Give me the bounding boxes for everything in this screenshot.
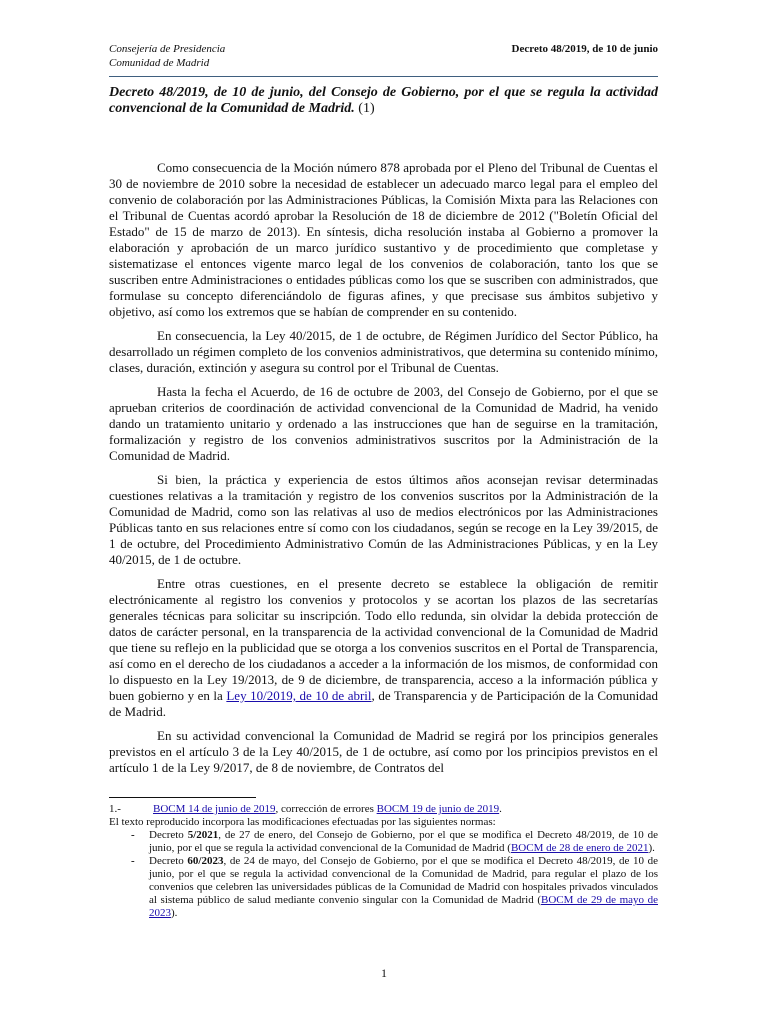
footnote-1-mid: , corrección de errores (275, 803, 377, 815)
list-dash: - (131, 855, 135, 867)
paragraph-4: Si bien, la práctica y experiencia de estos últimos años aconsejan revisar determinadas cuestiones relativas a la tramitación y registro de los convenios suscritos por la Administración de la Comunidad de Madrid, como son las relativas al uso de medios electrónicos por las Administraciones Públicas tanto en sus relaciones entre sí como con los ciudadanos, según se recoge en la Ley 39/2015, de 1 de octubre, del Procedimiento Administrativo Común de las Administraciones Públicas, y en la Ley 40/2015, de 1 de octubre. (109, 472, 658, 567)
paragraph-5 (109, 576, 658, 720)
page-number: 1 (381, 966, 387, 980)
bocm-correction-link[interactable]: BOCM 19 de junio de 2019 (376, 803, 500, 815)
paragraph-3: Hasta la fecha el Acuerdo, de 16 de octubre de 2003, del Consejo de Gobierno, por el que se aprueban criterios de coordinación de actividad convencional de la Comunidad de Madrid, ha venido dando un tratamiento unitario y ordenado a las instrucciones que han de seguirse en la tramitación, formalización y registro de los convenios administrativos suscritos por la Administración de la Comunidad de Madrid. (109, 384, 658, 463)
header-decree-reference: Decreto 48/2019, de 10 de junio (511, 43, 658, 55)
paragraph-1: Como consecuencia de la Moción número 878 aprobada por el Pleno del Tribunal de Cuentas el 30 de noviembre de 2010 sobre la necesidad de establecer un adecuado marco legal para el empleo del convenio de colaboración por las Administraciones Públicas, la Comisión Mixta para las Relaciones con el Tribunal de Cuentas acordó aprobar la Resolución de 18 de diciembre de 2012 ("Boletín Oficial del Estado" de 15 de marzo de 2013). En síntesis, dicha resolución instaba al Gobierno a promover la elaboración y aprobación de un marco jurídico sustantivo y de procedimiento que completase y sistematizase el entonces vigente marco legal de los convenios de colaboración, tanto los que se suscriben entre Administraciones o entidades públicas como los que se suscriben con administrados, que formulase su concepto diferenciándolo de figuras afines, y que precisase sus ámbitos subjetivo y objetivo, así como los extremos que se habían de comprender en su contenido. (109, 160, 658, 319)
bocm-2021-link[interactable]: BOCM de 28 de enero de 2021 (510, 842, 649, 854)
modification-end: ). (648, 842, 655, 854)
footnote-1-text (153, 803, 502, 816)
footnote-intro: El texto reproducido incorpora las modificaciones efectuadas por las siguientes normas: (109, 816, 496, 828)
bocm-2023-link[interactable]: BOCM de 29 de mayo de 2023 (149, 894, 659, 919)
header-community: Comunidad de Madrid (109, 57, 210, 69)
paragraph-5-text: Entre otras cuestiones, en el presente decreto se establece la obligación de remitir electrónicamente al registro los convenios y protocolos y se acortan los plazos de las secretarías generales técnicas para solicitar su inscripción. Todo ello redunda, sin olvidar la debida protección de datos de carácter personal, en la transparencia de la actividad convencional de la Comunidad de Madrid que tiene su reflejo en la publicidad que se otorga a los convenios suscritos en el Portal de Transparencia, así como en el derecho de los ciudadanos a acceder a la información de los mismos, de conformidad con lo dispuesto en la Ley 19/2013, de 9 de diciembre, de transparencia, acceso a la información pública y buen gobierno y en la (109, 576, 658, 703)
modification-prefix: Decreto (149, 855, 188, 867)
footnote-1-end: . (499, 803, 502, 815)
footnote-divider (109, 797, 256, 798)
modification-item (131, 855, 659, 920)
modification-text: , de 27 de enero, del Consejo de Gobierno, por el que se modifica el Decreto 48/2019, de 10 de junio, por el que se regula la actividad convencional de la Comunidad de Madrid ( (149, 829, 658, 854)
paragraph-6: En su actividad convencional la Comunidad de Madrid se regirá por los principios generales previstos en el artículo 3 de la Ley 40/2015, de 1 de octubre, así como por los principios previstos en el artículo 1 de la Ley 9/2017, de 8 de noviembre, de Contratos del (109, 728, 658, 775)
header-department: Consejería de Presidencia (109, 43, 226, 55)
document-title (109, 85, 658, 117)
modification-decree-number: 5/2021 (187, 829, 219, 841)
footnote-1 (109, 803, 658, 816)
header-divider (109, 76, 658, 77)
modification-item (131, 829, 658, 855)
modification-decree-number: 60/2023 (187, 855, 224, 867)
ley-10-2019-link[interactable]: Ley 10/2019, de 10 de abril (226, 688, 372, 703)
paragraph-5-text-end: , de Transparencia y de Participación de la Comunidad de Madrid. (109, 688, 659, 719)
footnotes (109, 803, 658, 920)
modification-text: , de 24 de mayo, del Consejo de Gobierno, por el que se modifica el Decreto 48/2019, de 10 de junio, por el que se regula la actividad convencional de la Comunidad de Madrid, para regular el plazo de los convenios que celebren las universidades públicas de la Comunidad de Madrid con hospitales privados vinculados al sistema público de salud mediante convenio singular con la Comunidad de Madrid ( (149, 855, 658, 906)
paragraph-2: En consecuencia, la Ley 40/2015, de 1 de octubre, de Régimen Jurídico del Sector Público, ha desarrollado un régimen completo de los convenios administrativos, que determina su contenido mínimo, clases, duración, extinción y asegura su control por el Tribunal de Cuentas. (109, 328, 658, 375)
title-footnote-ref: (1) (358, 101, 375, 116)
page-header-left (109, 42, 225, 70)
document-body (109, 160, 658, 784)
title-text: Decreto 48/2019, de 10 de junio, del Consejo de Gobierno, por el que se regula la actividad convencional de la Comunidad de Madrid. (109, 85, 658, 116)
bocm-publication-link[interactable]: BOCM 14 de junio de 2019 (153, 803, 276, 815)
modification-prefix: Decreto (149, 829, 188, 841)
modification-end: ). (171, 907, 178, 919)
list-dash: - (131, 829, 135, 841)
footnote-number: 1.- (109, 803, 121, 815)
modifications-list (109, 829, 658, 920)
